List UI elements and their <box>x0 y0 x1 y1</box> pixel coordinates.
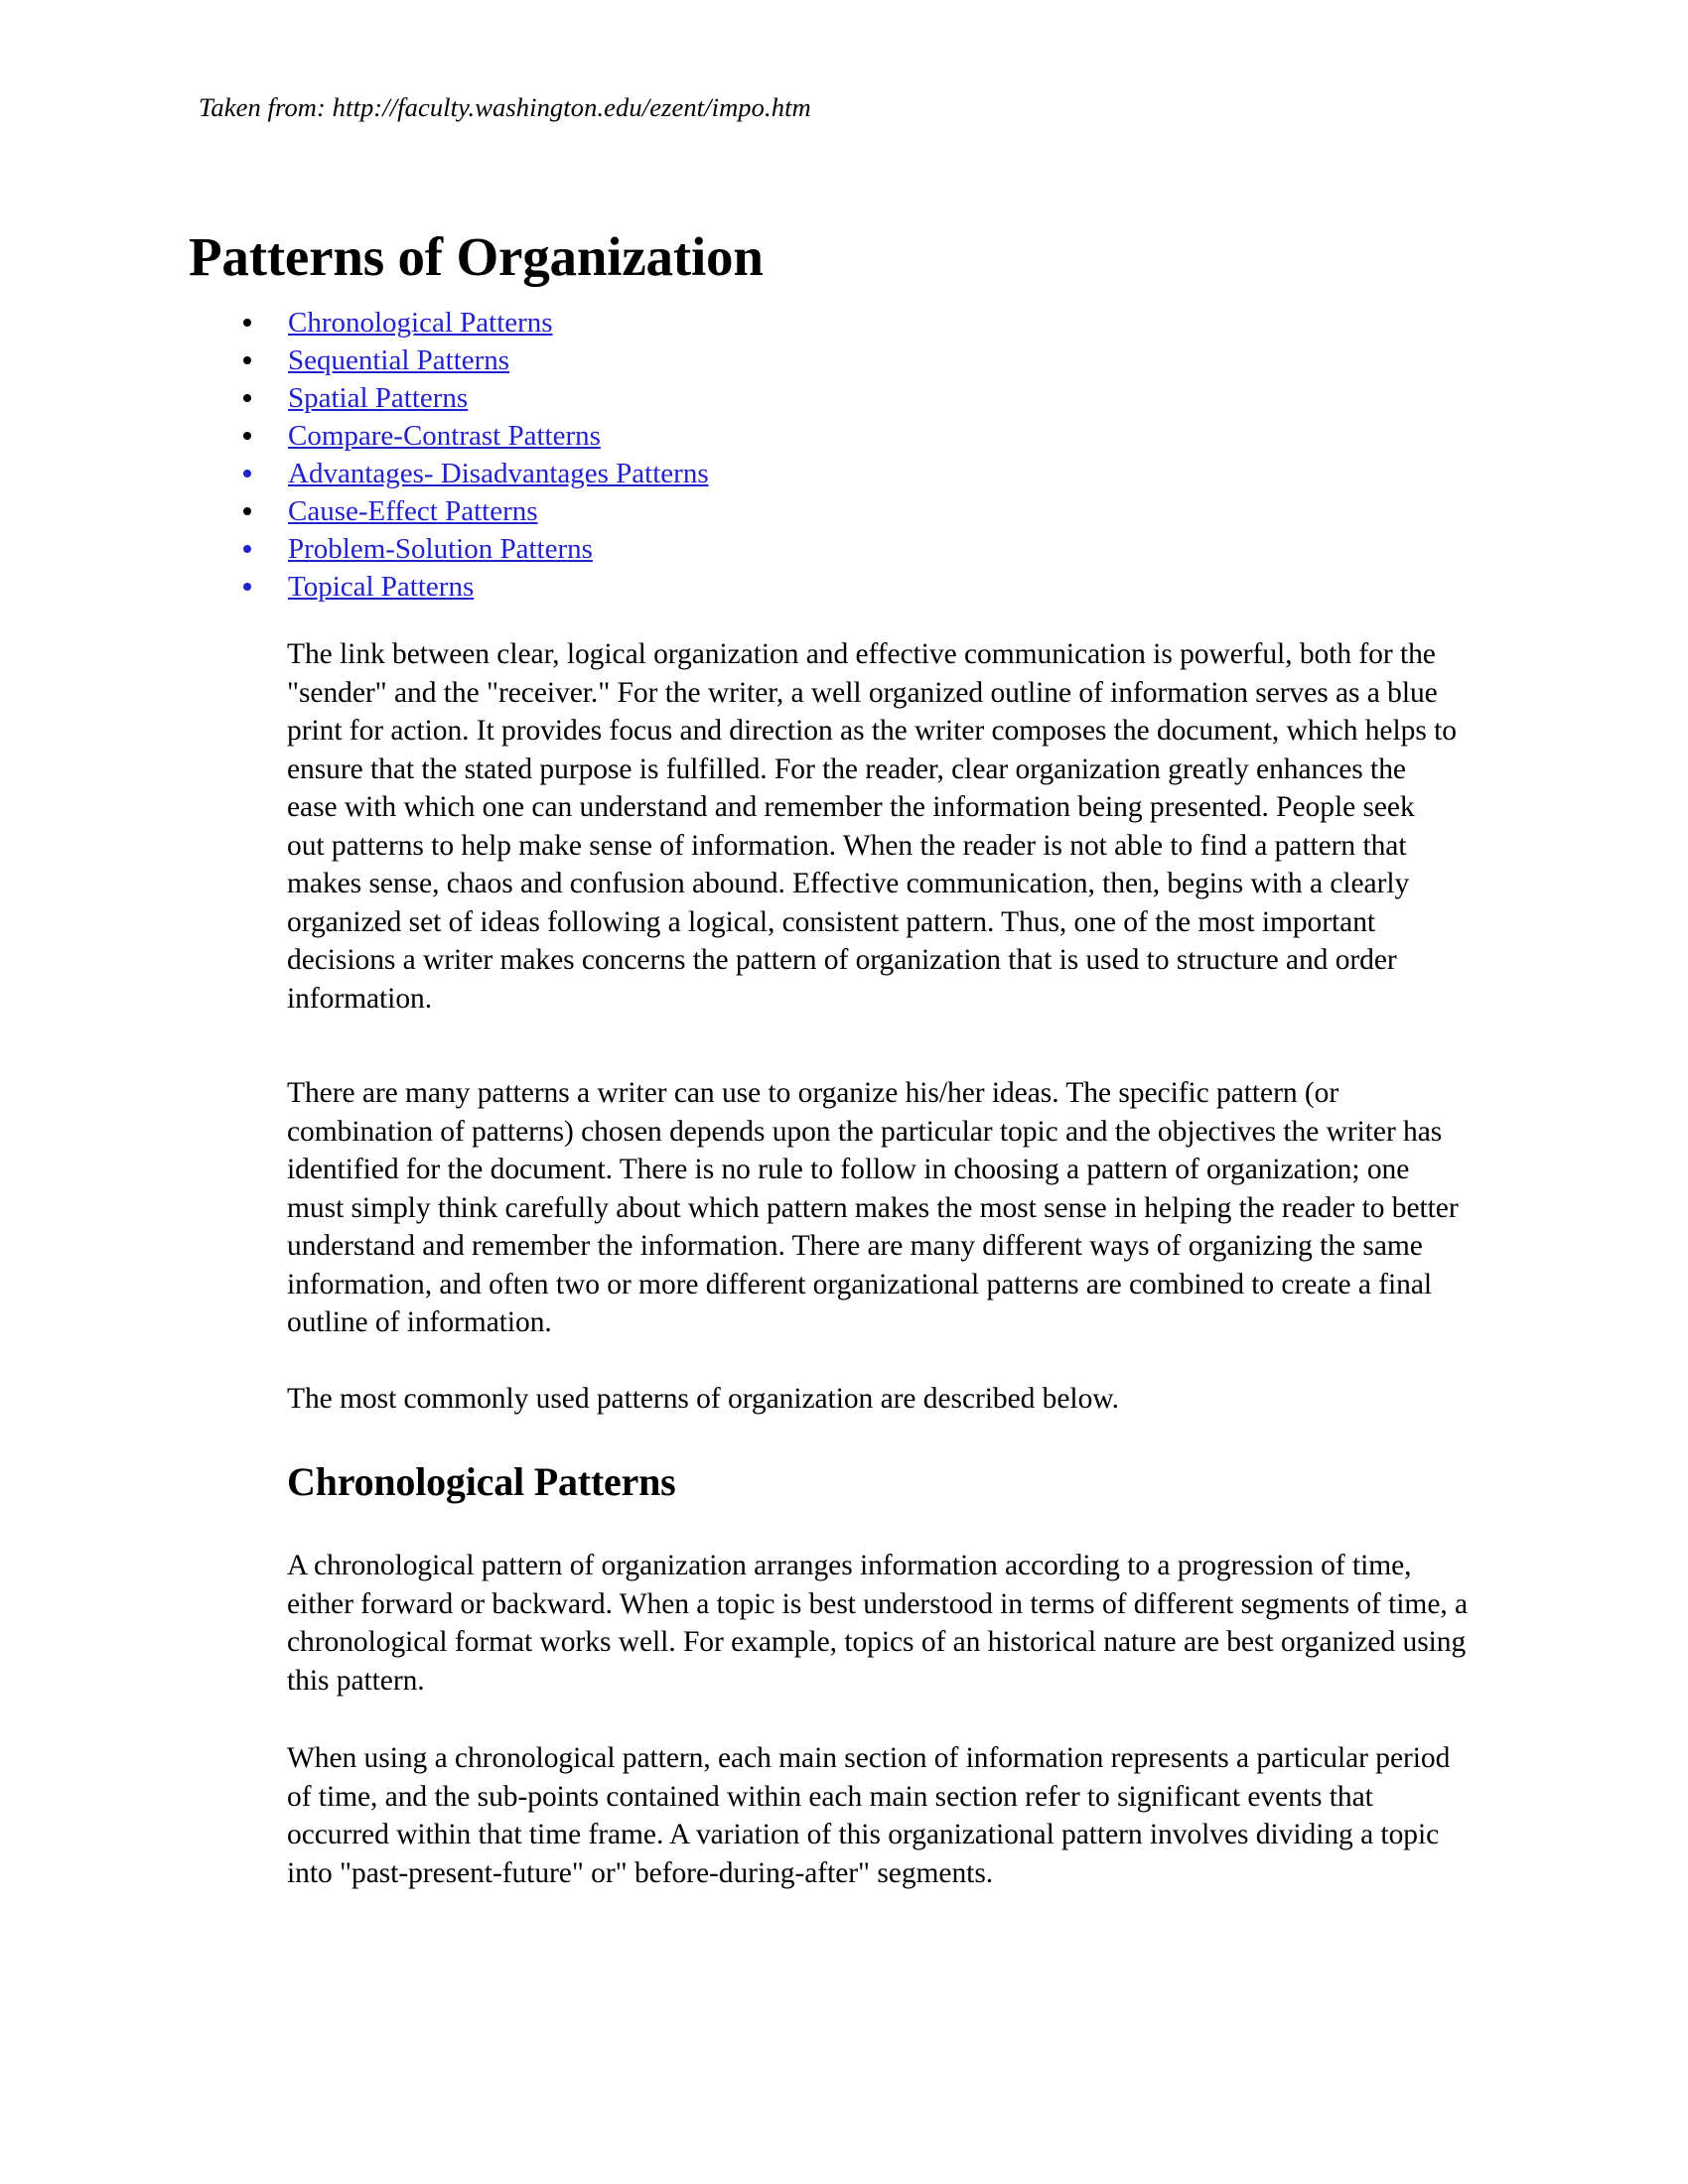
toc-link-spatial[interactable]: Spatial Patterns <box>288 382 469 414</box>
list-item[interactable] <box>234 530 1128 568</box>
list-item[interactable] <box>234 379 1128 417</box>
table-of-contents <box>234 304 1128 606</box>
bullet-icon <box>243 470 251 478</box>
list-item[interactable] <box>234 304 1128 341</box>
toc-link-chronological[interactable]: Chronological Patterns <box>288 307 553 339</box>
toc-link-advantages-disadvantages[interactable]: Advantages- Disadvantages Patterns <box>288 458 709 489</box>
bullet-icon <box>243 507 251 515</box>
page-title: Patterns of Organization <box>189 225 764 287</box>
toc-link-topical[interactable]: Topical Patterns <box>288 571 475 603</box>
chronological-paragraph-1: A chronological pattern of organization arranges information according to a progression of time, either forward or backward. When a topic is best understood in terms of different segments of time, a chronological format works well. For example, topics of an historical nature are best organized using this pattern. <box>287 1550 1469 1697</box>
intro-paragraph-3: The most commonly used patterns of organization are described below. <box>287 1383 1119 1415</box>
toc-link-compare-contrast[interactable]: Compare-Contrast Patterns <box>288 420 601 452</box>
bullet-icon <box>243 545 251 553</box>
chronological-paragraph-2: When using a chronological pattern, each main section of information represents a particular period of time, and the sub-points contained within each main section refer to significant events that occurred within that time frame. A variation of this organizational pattern involves dividing a topic into "past-present-future" or" before-during-after" segments. <box>287 1742 1451 1889</box>
intro-paragraph-2: There are many patterns a writer can use to organize his/her ideas. The specific pattern (or combination of patterns) chosen depends upon the particular topic and the objectives the writer has identified for the document. There is no rule to follow in choosing a pattern of organization; one must simply think carefully about which pattern makes the most sense in helping the reader to better understand and remember the information. There are many different ways of organizing the same information, and often two or more different organizational patterns are combined to create a final outline of information. <box>287 1077 1459 1338</box>
bullet-icon <box>243 394 251 402</box>
list-item[interactable] <box>234 341 1128 379</box>
bullet-icon <box>243 583 251 591</box>
bullet-icon <box>243 319 251 327</box>
bullet-icon <box>243 356 251 364</box>
section-heading-chronological-patterns: Chronological Patterns <box>287 1459 676 1504</box>
source-attribution: Taken from: http://faculty.washington.edu/ezent/impo.htm <box>199 92 811 122</box>
list-item[interactable] <box>234 568 1128 606</box>
bullet-icon <box>243 432 251 440</box>
toc-link-problem-solution[interactable]: Problem-Solution Patterns <box>288 533 593 565</box>
intro-paragraph-1: The link between clear, logical organization and effective communication is powerful, both for the "sender" and the "receiver." For the writer, a well organized outline of information serves as a blue print for action. It provides focus and direction as the writer composes the document, which helps to ensure that the stated purpose is fulfilled. For the reader, clear organization greatly enhances the ease with which one can understand and remember the information being presented. People seek out patterns to help make sense of information. When the reader is not able to find a pattern that makes sense, chaos and confusion abound. Effective communication, then, begins with a clearly organized set of ideas following a logical, consistent pattern. Thus, one of the most important decisions a writer makes concerns the pattern of organization that is used to structure and order information. <box>287 638 1457 1015</box>
list-item[interactable] <box>234 417 1128 455</box>
toc-link-sequential[interactable]: Sequential Patterns <box>288 344 510 376</box>
toc-link-cause-effect[interactable]: Cause-Effect Patterns <box>288 495 538 527</box>
list-item[interactable] <box>234 492 1128 530</box>
list-item[interactable] <box>234 455 1128 492</box>
